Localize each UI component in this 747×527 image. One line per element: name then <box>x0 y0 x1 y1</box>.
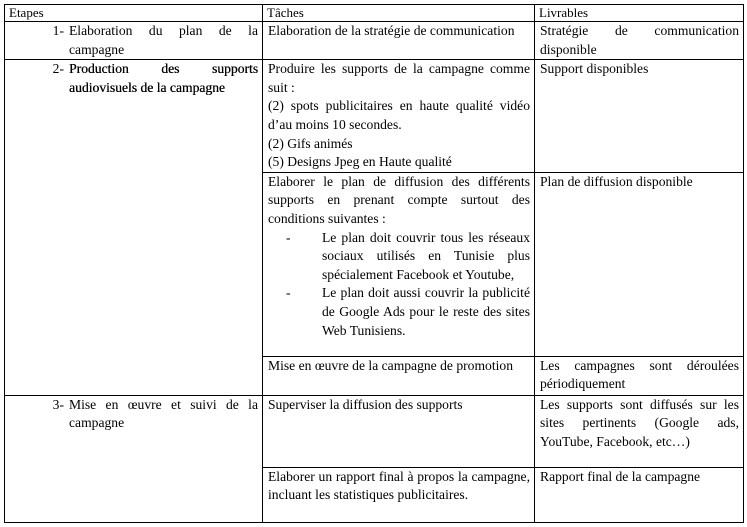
task-intro: Elaborer le plan de diffusion des différents supports en prenant compte surtout des conditions suivantes : <box>268 173 530 226</box>
header-row <box>5 5 744 22</box>
table-row <box>5 395 744 467</box>
deliverable-cell: Les campagnes sont déroulées périodiquement <box>535 356 744 395</box>
task-cell <box>263 60 535 173</box>
step-cell <box>5 22 263 60</box>
dash-icon: - <box>286 229 291 245</box>
deliverable-cell: Rapport final de la campagne <box>535 467 744 522</box>
step-text: Elaboration du plan de la campagne <box>69 23 258 57</box>
step-cell <box>5 60 263 396</box>
bullet-text: Le plan doit aussi couvrir la publicité de Google Ads pour le reste des sites Web Tunisiens. <box>322 285 530 338</box>
task-line: (5) Designs Jpeg en Haute qualité <box>268 154 452 170</box>
task-cell: Superviser la diffusion des supports <box>263 395 535 467</box>
step-cell <box>5 395 263 522</box>
step-number: 1- <box>52 23 64 38</box>
campaign-table <box>4 4 744 523</box>
table-row <box>5 60 744 173</box>
bullet-text: Le plan doit couvrir tous les réseaux sociaux utilisés en Tunisie plus spécialement Facebook et Youtube, <box>322 229 530 282</box>
task-cell: Elaborer un rapport final à propos la campagne, incluant les statistiques publicitaires. <box>263 467 535 522</box>
step-number: 3- <box>52 396 64 412</box>
deliverable-cell: Plan de diffusion disponible <box>535 172 744 356</box>
task-intro: Produire les supports de la campagne comme suit : <box>268 61 530 95</box>
step-number: 2- <box>52 61 64 77</box>
header-taches: Tâches <box>263 5 535 22</box>
task-cell <box>263 172 535 356</box>
bullet-item <box>286 229 530 285</box>
header-etapes: Etapes <box>5 5 263 22</box>
deliverable-cell: Les supports sont diffusés sur les sites pertinents (Google ads, YouTube, Facebook, etc…) <box>535 395 744 467</box>
table-row <box>5 22 744 60</box>
deliverable-cell: Support disponibles <box>535 60 744 173</box>
deliverable-cell: Stratégie de communication disponible <box>535 22 744 60</box>
task-line: (2) Gifs animés <box>268 135 353 151</box>
step-text: Production des supports audiovisuels de la campagne <box>69 61 258 95</box>
task-line: (2) spots publicitaires en haute qualité vidéo d’au moins 10 secondes. <box>268 98 530 132</box>
step-text: Mise en œuvre et suivi de la campagne <box>69 396 258 431</box>
task-cell: Elaboration de la stratégie de communication <box>263 22 535 60</box>
dash-icon: - <box>286 285 291 301</box>
header-livrables: Livrables <box>535 5 744 22</box>
task-cell: Mise en œuvre de la campagne de promotion <box>263 356 535 395</box>
bullet-item <box>286 284 530 340</box>
